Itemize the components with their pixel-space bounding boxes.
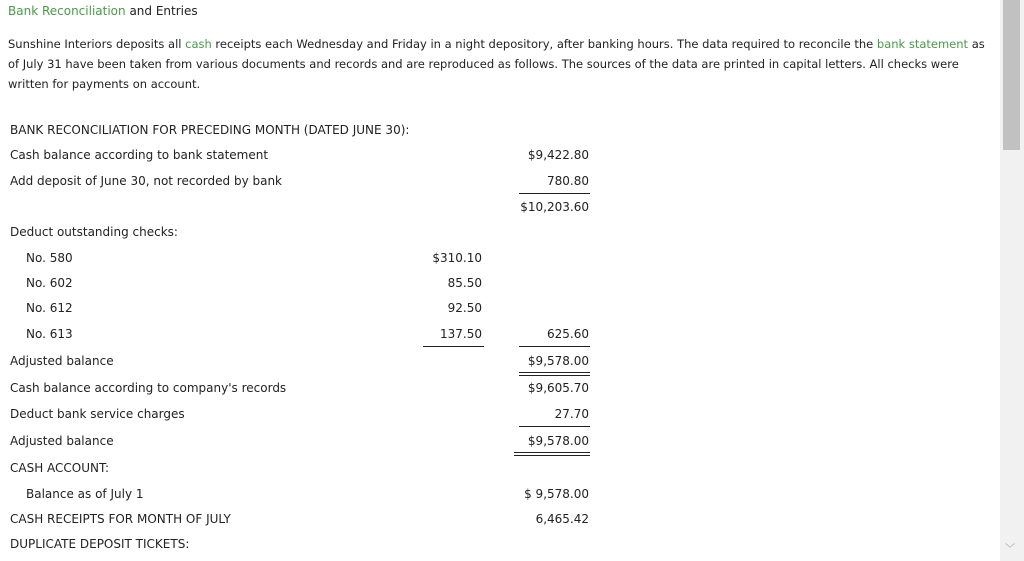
service-charges-value: 27.70	[554, 407, 589, 421]
cash-receipts-row	[0, 511, 1000, 531]
checks-total-rule	[423, 346, 484, 347]
adjusted-balance-double-rule	[519, 372, 590, 376]
company-balance-row	[0, 380, 1000, 400]
cash-account-title: CASH ACCOUNT:	[10, 461, 110, 475]
adjusted-balance-value: $9,578.00	[527, 434, 589, 448]
cash-account-balance-label: Balance as of July 1	[26, 487, 144, 501]
subtotal-value: $10,203.60	[520, 200, 589, 214]
outstanding-total-value: 625.60	[547, 327, 589, 341]
duplicate-deposit-row	[0, 536, 1000, 556]
deposit-value: 780.80	[547, 174, 589, 188]
deposit-label: Add deposit of June 30, not recorded by bank	[10, 174, 283, 188]
check-label: No. 612	[26, 301, 73, 315]
check-amount: 137.50	[440, 327, 482, 341]
reconciliation-title: BANK RECONCILIATION FOR PRECEDING MONTH (DATED JUNE 30):	[10, 123, 410, 137]
company-balance-label: Cash balance according to company's records	[10, 381, 287, 395]
adjusted-balance-label: Adjusted balance	[10, 434, 114, 448]
cash-link[interactable]: cash	[185, 37, 212, 51]
deposit-row	[0, 173, 1000, 193]
check-label: No. 602	[26, 276, 73, 290]
vertical-scrollbar[interactable]	[1000, 0, 1024, 561]
scrollbar-thumb[interactable]	[1003, 0, 1020, 150]
cash-account-balance-row	[0, 486, 1000, 506]
outstanding-total-rule	[519, 346, 590, 347]
cash-receipts-value: 6,465.42	[535, 512, 589, 526]
service-charges-label: Deduct bank service charges	[10, 407, 185, 421]
service-charges-rule	[519, 426, 590, 427]
cash-receipts-label: CASH RECEIPTS FOR MONTH OF JULY	[10, 512, 231, 526]
bank-statement-link[interactable]: bank statement	[876, 37, 969, 51]
check-amount: $310.10	[432, 251, 482, 265]
duplicate-deposit-label: DUPLICATE DEPOSIT TICKETS:	[10, 537, 190, 551]
adjusted-balance-value: $9,578.00	[527, 354, 589, 368]
page-title	[8, 4, 198, 18]
page-title-rest: and Entries	[125, 4, 198, 18]
adjusted-balance-label: Adjusted balance	[10, 354, 114, 368]
intro-text-1: Sunshine Interiors deposits all	[8, 37, 186, 51]
reconciliation-title-row	[0, 122, 1000, 142]
check-label: No. 613	[26, 327, 73, 341]
check-row	[0, 300, 1000, 320]
check-row	[0, 250, 1000, 270]
subtotal-row	[0, 199, 1000, 219]
adjusted-balance-row	[0, 353, 1000, 373]
check-row	[0, 275, 1000, 295]
cash-account-title-row	[0, 460, 1000, 480]
adjusted-balance-row	[0, 433, 1000, 453]
adjusted-balance-double-rule	[514, 452, 590, 456]
check-amount: 92.50	[447, 301, 482, 315]
company-balance-value: $9,605.70	[527, 381, 589, 395]
bank-reconciliation-link[interactable]: Bank Reconciliation	[8, 4, 126, 18]
check-amount: 85.50	[447, 276, 482, 290]
intro-text-2: receipts each Wednesday and Friday in a night depository, after banking hours. The data required to reconcile the	[211, 37, 877, 51]
intro-paragraph	[8, 34, 993, 94]
bank-balance-label: Cash balance according to bank statement	[10, 148, 269, 162]
intro-text-3: as of July 31 have been taken from various documents and records and are reproduced as follows. The sources of the data are printed in capital letters. All checks were written for payments on account.	[8, 37, 985, 91]
check-row	[0, 326, 1000, 346]
bank-balance-value: $9,422.80	[527, 148, 589, 162]
service-charges-row	[0, 406, 1000, 426]
cash-account-balance-value: $ 9,578.00	[524, 487, 589, 501]
chevron-down-icon[interactable]: ﹀	[1005, 544, 1015, 555]
bank-balance-row	[0, 147, 1000, 167]
subtotal-rule	[519, 193, 590, 194]
outstanding-checks-row	[0, 224, 1000, 244]
outstanding-checks-label: Deduct outstanding checks:	[10, 225, 178, 239]
check-label: No. 580	[26, 251, 73, 265]
